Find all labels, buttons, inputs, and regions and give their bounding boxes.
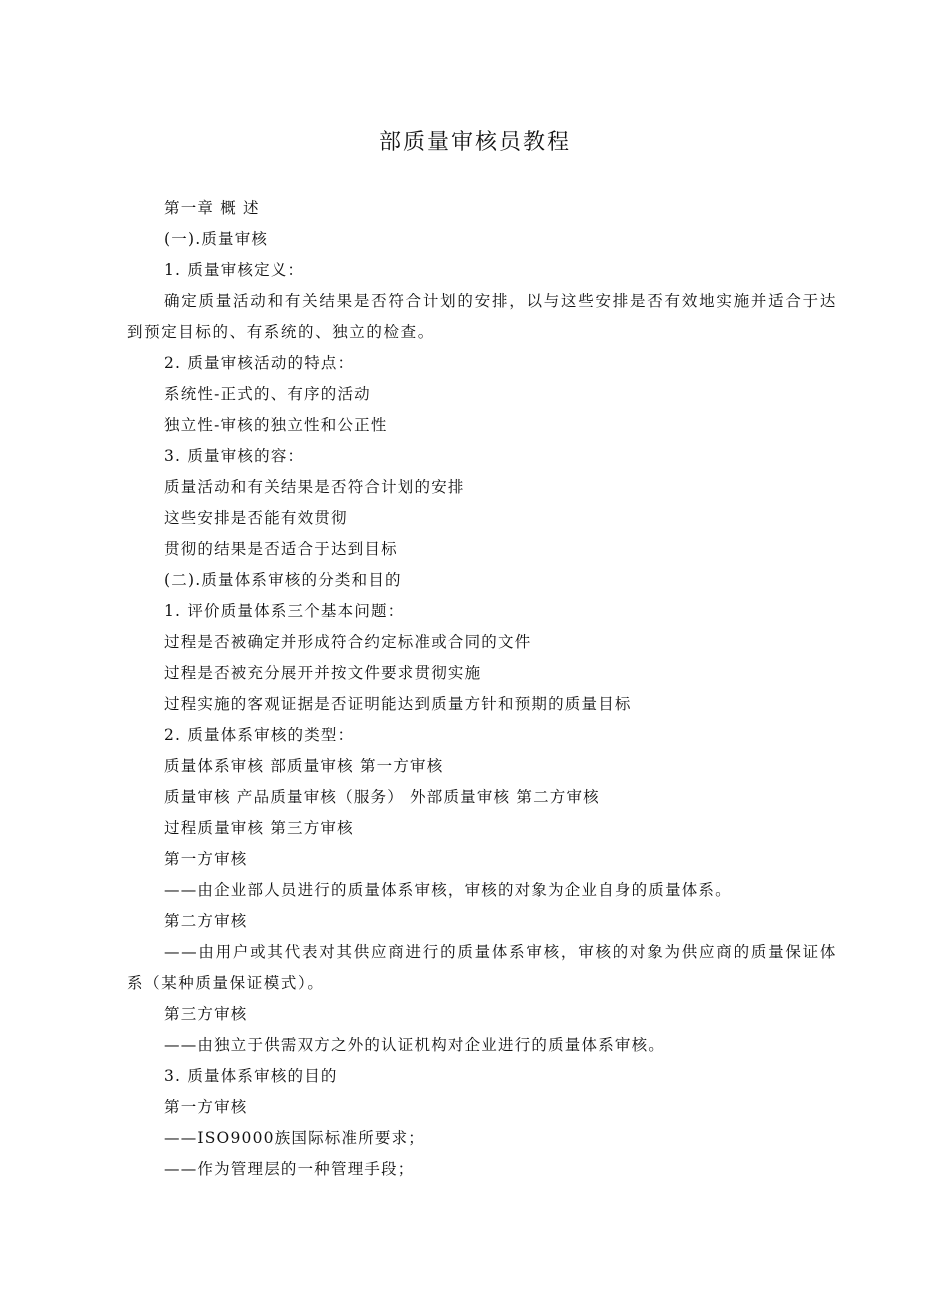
text-line: 第一方审核: [164, 850, 248, 868]
section-heading: (一).质量审核: [164, 230, 269, 248]
text-line: 过程是否被确定并形成符合约定标准或合同的文件: [164, 633, 532, 651]
paragraph: 确定质量活动和有关结果是否符合计划的安排，以与这些安排是否有效地实施并适合于达到预定目标的、有系统的、独立的检查。: [127, 292, 837, 341]
text-line: 质量活动和有关结果是否符合计划的安排: [164, 478, 465, 496]
text-line: 独立性-审核的独立性和公正性: [164, 416, 388, 434]
document-title: 部质量审核员教程: [378, 130, 571, 155]
text-line: ——ISO9000族国际标准所要求；: [164, 1129, 425, 1147]
paragraph: ——由用户或其代表对其供应商进行的质量体系审核，审核的对象为供应商的质量保证体系（某种质量保证模式）。: [127, 943, 837, 992]
text-line: ——由独立于供需双方之外的认证机构对企业进行的质量体系审核。: [164, 1036, 666, 1054]
text-line: 贯彻的结果是否适合于达到目标: [164, 540, 398, 558]
text-line: 第二方审核: [164, 912, 248, 930]
text-line: 过程是否被充分展开并按文件要求贯彻实施: [164, 664, 482, 682]
chapter-heading: 第一章 概 述: [164, 199, 260, 217]
subsection-heading: 1. 评价质量体系三个基本问题：: [164, 602, 405, 620]
section-heading: (二).质量体系审核的分类和目的: [164, 571, 402, 589]
text-line: 第三方审核: [164, 1005, 248, 1023]
subsection-heading: 1. 质量审核定义：: [164, 261, 305, 279]
subsection-heading: 2. 质量审核活动的特点：: [164, 354, 355, 372]
text-line: 第一方审核: [164, 1098, 248, 1116]
subsection-heading: 3. 质量体系审核的目的: [164, 1067, 338, 1085]
subsection-heading: 2. 质量体系审核的类型：: [164, 726, 355, 744]
text-line: 过程质量审核 第三方审核: [164, 819, 354, 837]
text-line: 质量审核 产品质量审核（服务） 外部质量审核 第二方审核: [164, 788, 600, 806]
text-line: ——作为管理层的一种管理手段；: [164, 1160, 415, 1178]
document-body: [127, 193, 837, 1185]
text-line: ——由企业部人员进行的质量体系审核，审核的对象为企业自身的质量体系。: [164, 881, 732, 899]
subsection-heading: 3. 质量审核的容：: [164, 447, 305, 465]
text-line: 质量体系审核 部质量审核 第一方审核: [164, 757, 444, 775]
text-line: 过程实施的客观证据是否证明能达到质量方针和预期的质量目标: [164, 695, 632, 713]
text-line: 系统性-正式的、有序的活动: [164, 385, 371, 403]
text-line: 这些安排是否能有效贯彻: [164, 509, 348, 527]
